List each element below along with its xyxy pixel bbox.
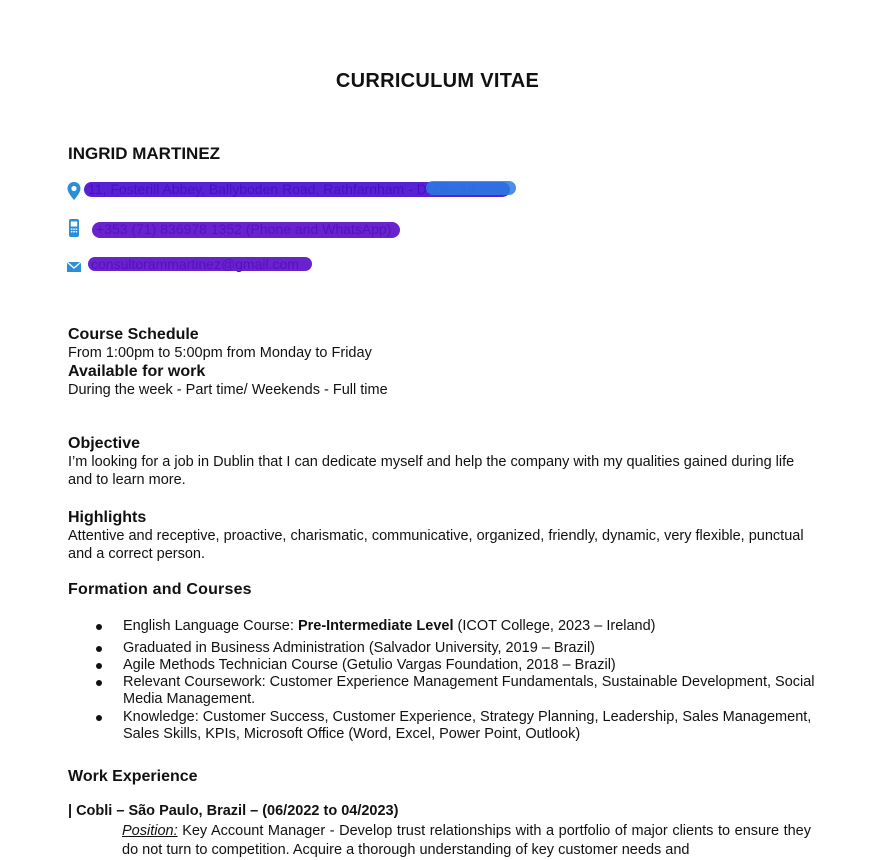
document-title: CURRICULUM VITAE <box>335 70 540 92</box>
redaction-mark <box>88 257 312 271</box>
highlights-section <box>68 508 816 563</box>
location-pin-icon <box>66 181 82 201</box>
formation-list <box>68 618 816 743</box>
job-description <box>68 822 811 860</box>
schedule-text: From 1:00pm to 5:00pm from Monday to Friday <box>68 345 372 361</box>
bullet-icon <box>96 715 102 721</box>
formation-item: English Language Course: Pre-Intermediate Level (ICOT College, 2023 – Ireland) <box>68 618 816 635</box>
job-description-text: Key Account Manager - Develop trust relationships with a portfolio of major clients to ensure they do not turn to competition. Acquire a thorough understanding of key customer needs and <box>122 823 811 858</box>
redaction-mark <box>92 222 400 238</box>
contact-email-row <box>66 255 326 277</box>
contact-phone-row <box>66 218 416 240</box>
formation-heading: Formation and Courses <box>68 581 252 598</box>
phone-icon <box>66 218 82 238</box>
objective-heading: Objective <box>68 435 141 452</box>
availability-text: During the week - Part time/ Weekends - Full time <box>68 382 388 398</box>
objective-text: I’m looking for a job in Dublin that I can dedicate myself and help the company with my qualities gained during life and to learn more. <box>68 454 795 488</box>
job-header: | Cobli – São Paulo, Brazil – (06/2022 to 04/2023) <box>68 803 399 819</box>
highlights-heading: Highlights <box>68 509 147 526</box>
availability-heading: Available for work <box>68 363 206 380</box>
work-heading: Work Experience <box>68 768 198 785</box>
formation-item: Agile Methods Technician Course (Getulio Vargas Foundation, 2018 – Brazil) <box>68 657 816 674</box>
formation-item: Graduated in Business Administration (Salvador University, 2019 – Brazil) <box>68 640 816 657</box>
bullet-icon <box>96 646 102 652</box>
schedule-section <box>68 325 828 399</box>
contact-address-row <box>66 181 526 203</box>
schedule-heading: Course Schedule <box>68 326 199 343</box>
redaction-mark <box>426 181 516 195</box>
candidate-name: INGRID MARTINEZ <box>68 144 221 163</box>
bullet-icon <box>96 680 102 686</box>
envelope-icon <box>66 258 82 278</box>
highlights-text: Attentive and receptive, proactive, charismatic, communicative, organized, friendly, dynamic, very flexible, punctual and a correct person. <box>68 528 804 562</box>
formation-item: Relevant Coursework: Customer Experience Management Fundamentals, Sustainable Development, Social Media Management. <box>68 674 816 708</box>
bullet-icon <box>96 663 102 669</box>
work-section <box>68 767 828 860</box>
objective-section <box>68 434 816 489</box>
formation-item: Knowledge: Customer Success, Customer Experience, Strategy Planning, Leadership, Sales Management, Sales Skills, KPIs, Microsoft Office (Word, Excel, Power Point, Outlook) <box>68 709 816 743</box>
formation-section <box>68 581 816 743</box>
bullet-icon <box>96 624 102 630</box>
position-label: Position: <box>122 823 178 839</box>
